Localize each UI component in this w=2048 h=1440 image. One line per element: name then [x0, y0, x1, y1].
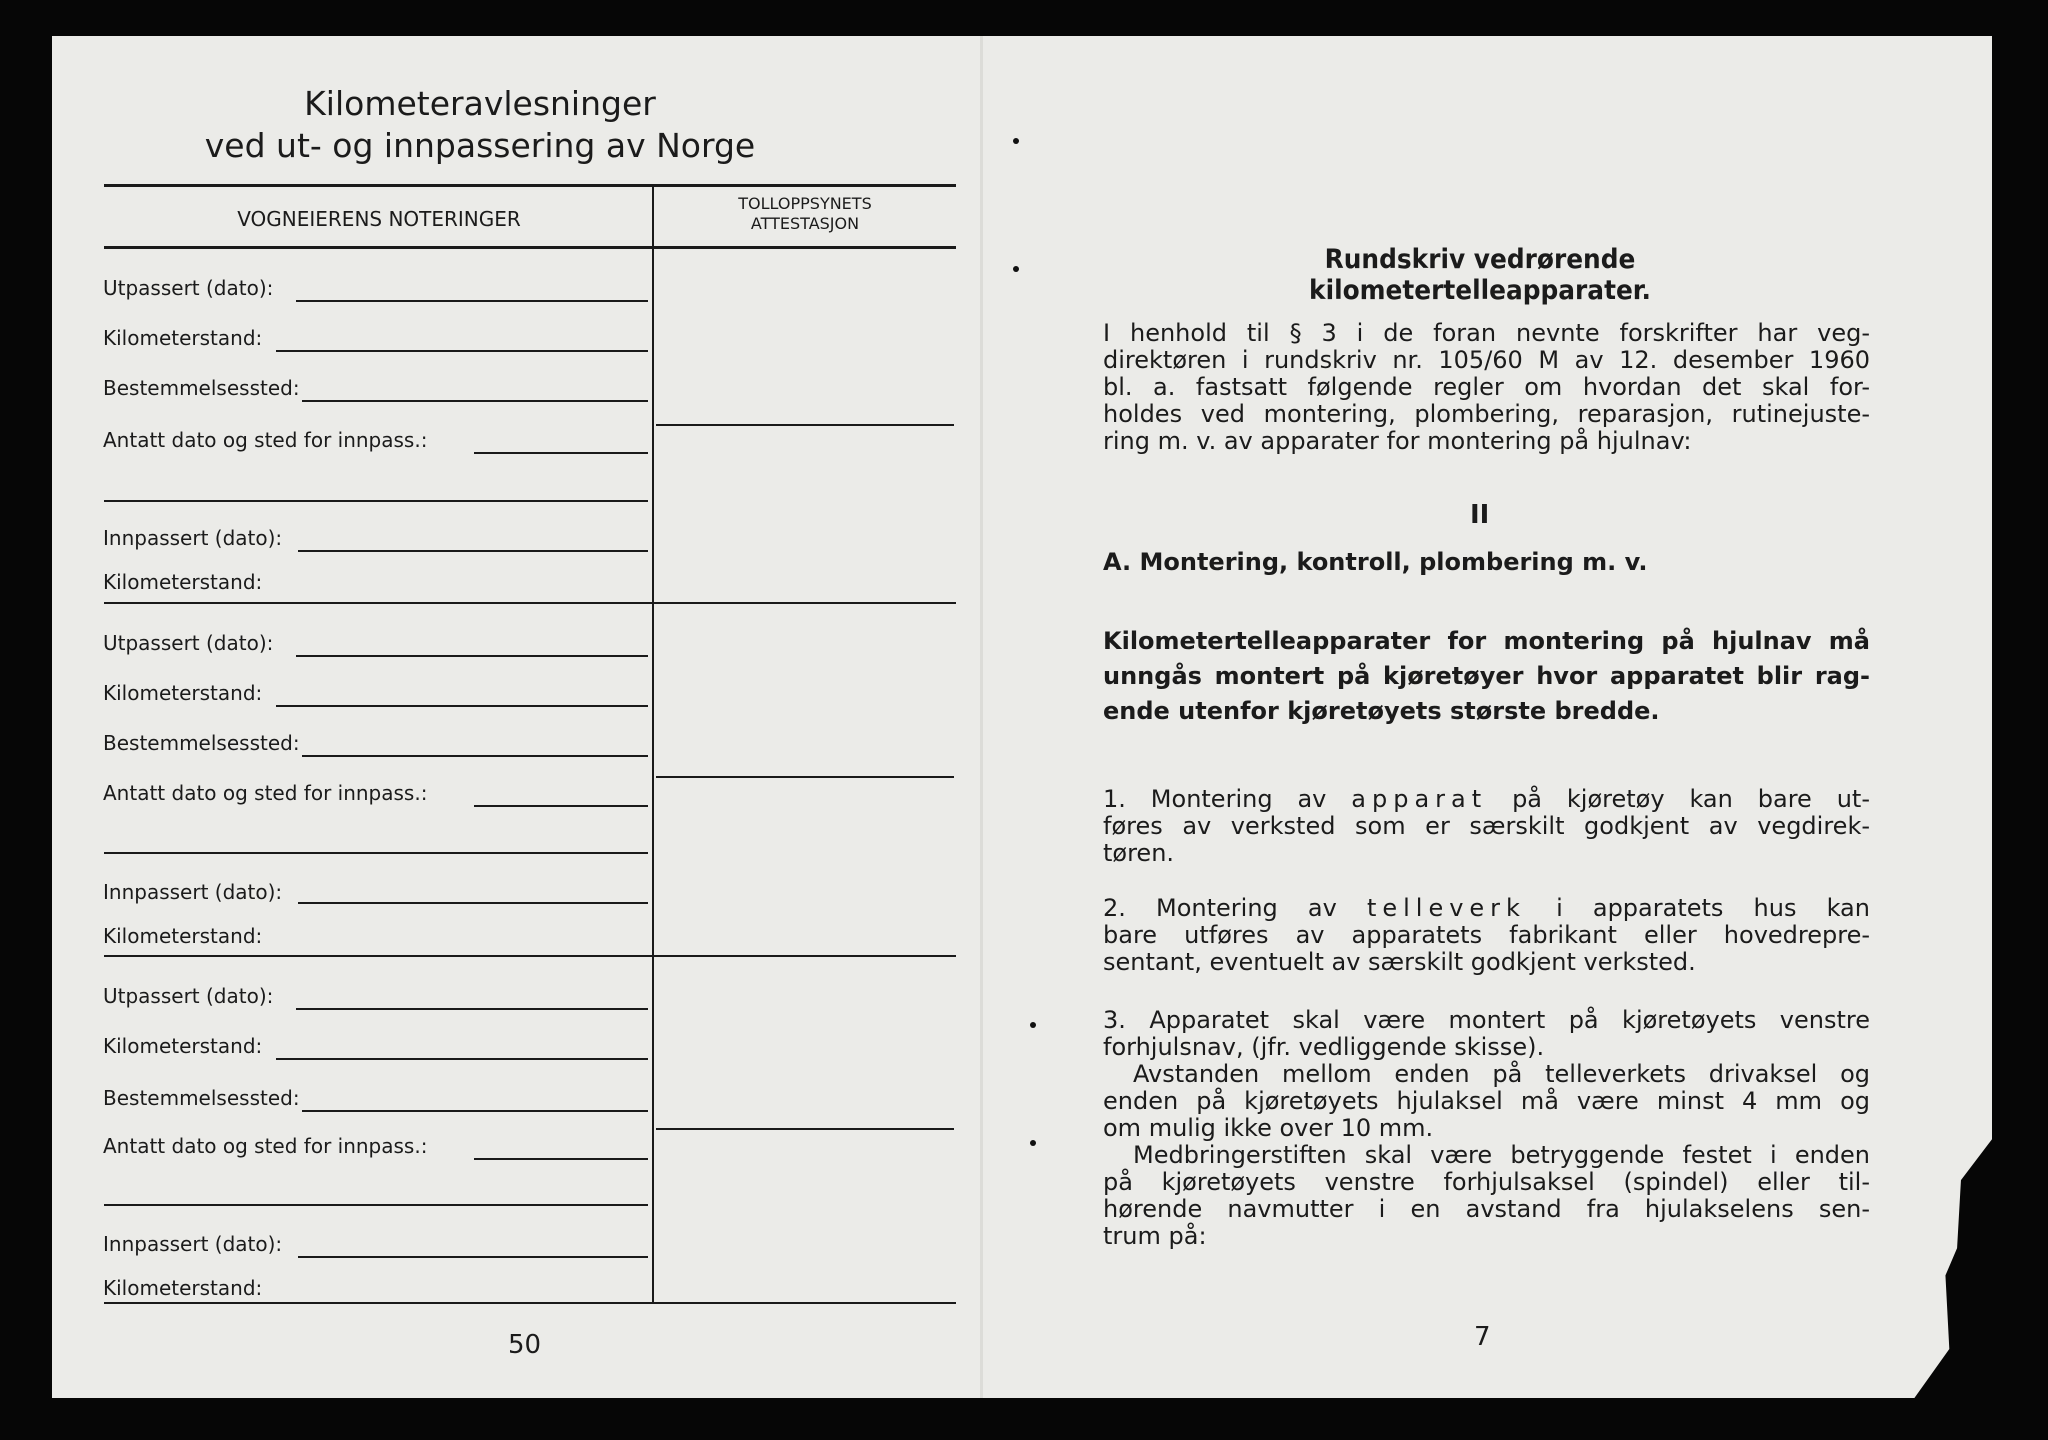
rule-2: [1103, 895, 1870, 976]
extra-line: [104, 500, 648, 502]
destination-line: [302, 400, 648, 402]
rule-3-line: 3. Apparatet skal være montert på kjøretøyets venstre: [1103, 1006, 1870, 1034]
customs-header-line2: ATTESTASJON: [750, 214, 860, 233]
extra-line: [104, 852, 648, 854]
odometer-out-line: [276, 705, 648, 707]
pin-line: hørende navmutter i en avstand fra hjulakselens sen-: [1103, 1195, 1870, 1223]
expected-return-label: Antatt dato og sted for innpass.:: [103, 428, 428, 452]
outbound-date-line: [296, 300, 648, 302]
inbound-date-label: Innpassert (dato):: [103, 1232, 283, 1256]
pin-line: Medbringerstiften skal være betryggende festet i enden: [1133, 1141, 1870, 1169]
intro-line: ring m. v. av apparater for montering på hjulnav:: [1103, 427, 1692, 455]
destination-label: Bestemmelsessted:: [103, 1086, 300, 1110]
expected-return-label: Antatt dato og sted for innpass.:: [103, 781, 428, 805]
intro-paragraph: [1103, 320, 1870, 455]
odometer-in-label: Kilometerstand:: [103, 924, 263, 948]
expected-return-line: [474, 805, 648, 807]
odometer-out-label: Kilometerstand:: [103, 326, 263, 350]
customs-header-line1: TOLLOPPSYNETS: [738, 194, 872, 213]
page-number-right: 7: [1474, 1322, 1491, 1352]
owner-notes-header: VOGNEIERENS NOTERINGER: [237, 207, 521, 231]
section-title: A. Montering, kontroll, plombering m. v.: [1103, 548, 1648, 576]
outbound-date-line: [296, 655, 648, 657]
outbound-date-label: Utpassert (dato):: [103, 276, 274, 300]
rule-3-line: forhjulsnav, (jfr. vedliggende skisse).: [1103, 1033, 1545, 1061]
form-title-line2: ved ut- og innpassering av Norge: [204, 126, 756, 165]
distance-line: Avstanden mellom enden på telleverkets drivaksel og: [1133, 1060, 1870, 1088]
inbound-date-line: [298, 902, 648, 904]
distance-line: om mulig ikke over 10 mm.: [1103, 1114, 1434, 1142]
destination-label: Bestemmelsessted:: [103, 376, 300, 400]
rule-1-line: 1. Montering av apparat på kjøretøy kan bare ut-: [1103, 785, 1870, 813]
extra-line: [104, 1204, 648, 1206]
rule-1: [1103, 786, 1870, 867]
binding-hole: [1030, 1022, 1036, 1028]
inbound-date-line: [298, 1256, 648, 1258]
rule-1-line: tøren.: [1103, 839, 1175, 867]
rule-2-line: 2. Montering av telleverk i apparatets hus kan: [1103, 894, 1870, 922]
odometer-in-label: Kilometerstand:: [103, 1276, 263, 1300]
odometer-in-label: Kilometerstand:: [103, 570, 263, 594]
intro-line: I henhold til § 3 i de foran nevnte forskrifter har veg-: [1103, 319, 1870, 347]
expected-return-label: Antatt dato og sted for innpass.:: [103, 1134, 428, 1158]
rule-1-line: føres av verksted som er særskilt godkjent av vegdirek-: [1103, 812, 1870, 840]
distance-line: enden på kjøretøyets hjulaksel må være minst 4 mm og: [1103, 1087, 1870, 1115]
page-number-left: 50: [508, 1330, 542, 1360]
outbound-date-label: Utpassert (dato):: [103, 631, 274, 655]
form-bottom-rule: [104, 1302, 956, 1304]
destination-line: [302, 1110, 648, 1112]
bold-line: ende utenfor kjøretøyets største bredde.: [1103, 697, 1660, 725]
destination-line: [302, 755, 648, 757]
inbound-date-line: [298, 550, 648, 552]
destination-label: Bestemmelsessted:: [103, 731, 300, 755]
bold-line: Kilometertelleapparater for montering på hjulnav må: [1103, 627, 1870, 655]
circular-heading: Rundskriv vedrørende kilometertelleapparater.: [1309, 244, 1651, 306]
binding-hole: [1030, 1140, 1036, 1146]
rule-2-line: bare utføres av apparatets fabrikant eller hovedrepre-: [1103, 921, 1870, 949]
binding-hole: [1013, 266, 1019, 272]
outbound-date-label: Utpassert (dato):: [103, 984, 274, 1008]
pin-line: trum på:: [1103, 1222, 1207, 1250]
form-title-line1: Kilometeravlesninger: [304, 84, 656, 123]
odometer-out-label: Kilometerstand:: [103, 681, 263, 705]
block-separator: [104, 955, 956, 957]
block-separator: [104, 602, 956, 604]
customs-line: [656, 776, 954, 778]
inbound-date-label: Innpassert (dato):: [103, 880, 283, 904]
rule-3: [1103, 1007, 1870, 1250]
expected-return-line: [474, 1158, 648, 1160]
odometer-out-line: [276, 1058, 648, 1060]
customs-line: [656, 1128, 954, 1130]
binding-hole: [1013, 138, 1019, 144]
bold-paragraph: [1103, 624, 1870, 729]
column-divider: [652, 186, 654, 1304]
customs-line: [656, 424, 954, 426]
odometer-out-label: Kilometerstand:: [103, 1034, 263, 1058]
center-fold: [980, 36, 983, 1398]
expected-return-line: [474, 452, 648, 454]
rule-2-line: sentant, eventuelt av særskilt godkjent verksted.: [1103, 948, 1696, 976]
intro-line: holdes ved montering, plombering, reparasjon, rutinejuste-: [1103, 400, 1870, 428]
pin-line: på kjøretøyets venstre forhjulsaksel (spindel) eller til-: [1103, 1168, 1870, 1196]
intro-line: bl. a. fastsatt følgende regler om hvordan det skal for-: [1103, 373, 1870, 401]
section-number: II: [1470, 500, 1490, 530]
header-top-rule: [104, 184, 956, 187]
inbound-date-label: Innpassert (dato):: [103, 526, 283, 550]
odometer-out-line: [276, 350, 648, 352]
intro-line: direktøren i rundskriv nr. 105/60 M av 12. desember 1960: [1103, 346, 1870, 374]
outbound-date-line: [296, 1008, 648, 1010]
header-bottom-rule: [104, 246, 956, 249]
bold-line: unngås montert på kjøretøyer hvor apparatet blir rag-: [1103, 662, 1870, 690]
